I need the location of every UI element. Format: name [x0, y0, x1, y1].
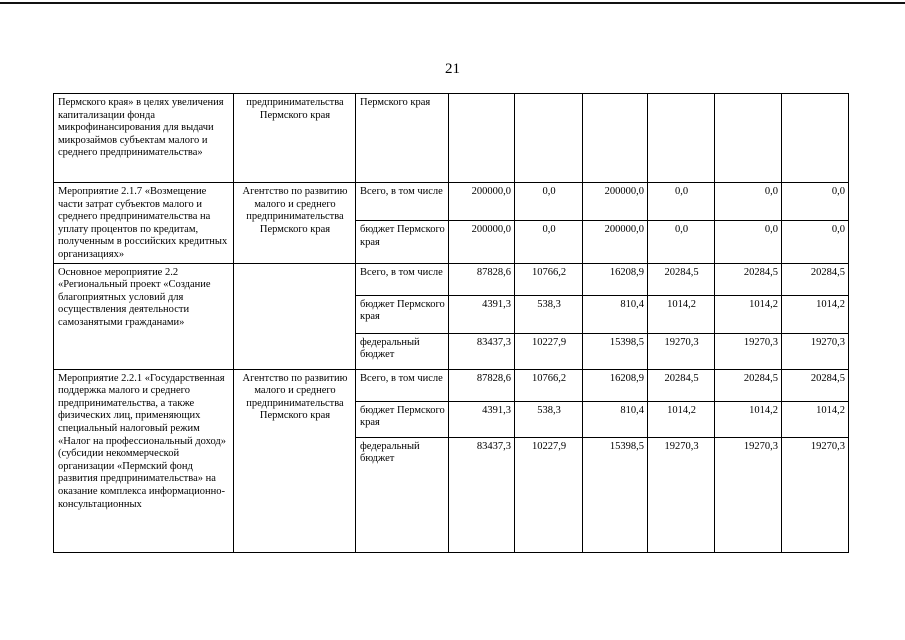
amount-cell: 15398,5 [583, 437, 648, 552]
amount-cell: 19270,3 [782, 333, 849, 369]
budget-table [53, 93, 849, 553]
table-row [54, 183, 849, 221]
funding-source-cell: Пермского края [356, 94, 449, 183]
amount-cell: 16208,9 [583, 263, 648, 295]
funding-source-cell: федеральный бюджет [356, 437, 449, 552]
amount-cell: 4391,3 [449, 295, 515, 333]
amount-cell: 200000,0 [583, 183, 648, 221]
measure-name-cell: Мероприятие 2.1.7 «Возмещение части затрат субъектов малого и среднего предпринимательства на уплату процентов по кредитам, полученным в российских кредитных организациях» [54, 183, 234, 264]
amount-cell: 0,0 [648, 221, 715, 263]
amount-cell: 10227,9 [515, 437, 583, 552]
measure-name-cell: Пермского края» в целях увеличения капитализации фонда микрофинансирования для выдачи микрозаймов субъектам малого и среднего предпринимательства» [54, 94, 234, 183]
amount-cell: 810,4 [583, 295, 648, 333]
amount-cell: 10766,2 [515, 263, 583, 295]
funding-source-cell: бюджет Пермского края [356, 295, 449, 333]
table-row [54, 94, 849, 183]
amount-cell: 4391,3 [449, 401, 515, 437]
executor-cell: Агентство по развитию малого и среднего предпринимательства Пермского края [234, 183, 356, 264]
funding-source-cell: бюджет Пермского края [356, 221, 449, 263]
amount-cell: 16208,9 [583, 369, 648, 401]
amount-cell: 0,0 [648, 183, 715, 221]
amount-cell [515, 94, 583, 183]
funding-source-cell: бюджет Пермского края [356, 401, 449, 437]
amount-cell: 0,0 [782, 221, 849, 263]
amount-cell: 10227,9 [515, 333, 583, 369]
table-row [54, 263, 849, 295]
page-number: 21 [445, 61, 460, 77]
amount-cell: 0,0 [782, 183, 849, 221]
amount-cell: 1014,2 [648, 295, 715, 333]
amount-cell: 20284,5 [648, 369, 715, 401]
amount-cell: 0,0 [715, 221, 782, 263]
amount-cell [648, 94, 715, 183]
amount-cell: 810,4 [583, 401, 648, 437]
amount-cell: 200000,0 [449, 183, 515, 221]
amount-cell: 20284,5 [648, 263, 715, 295]
amount-cell: 20284,5 [715, 369, 782, 401]
amount-cell: 0,0 [515, 221, 583, 263]
amount-cell: 1014,2 [715, 295, 782, 333]
measure-name-cell: Основное мероприятие 2.2 «Региональный проект «Создание благоприятных условий для осуществления деятельности самозанятыми гражданами» [54, 263, 234, 369]
amount-cell [583, 94, 648, 183]
amount-cell: 19270,3 [648, 437, 715, 552]
table-row [54, 369, 849, 401]
amount-cell: 200000,0 [583, 221, 648, 263]
funding-source-cell: Всего, в том числе [356, 369, 449, 401]
amount-cell: 200000,0 [449, 221, 515, 263]
amount-cell [449, 94, 515, 183]
amount-cell: 83437,3 [449, 437, 515, 552]
amount-cell [782, 94, 849, 183]
amount-cell: 20284,5 [782, 369, 849, 401]
amount-cell [715, 94, 782, 183]
amount-cell: 19270,3 [715, 437, 782, 552]
amount-cell: 1014,2 [782, 401, 849, 437]
amount-cell: 10766,2 [515, 369, 583, 401]
funding-source-cell: Всего, в том числе [356, 263, 449, 295]
page-top-border [0, 2, 905, 4]
amount-cell: 20284,5 [715, 263, 782, 295]
amount-cell: 0,0 [515, 183, 583, 221]
amount-cell: 538,3 [515, 295, 583, 333]
amount-cell: 19270,3 [648, 333, 715, 369]
amount-cell: 0,0 [715, 183, 782, 221]
amount-cell: 20284,5 [782, 263, 849, 295]
amount-cell: 538,3 [515, 401, 583, 437]
amount-cell: 1014,2 [782, 295, 849, 333]
amount-cell: 87828,6 [449, 263, 515, 295]
executor-cell [234, 263, 356, 369]
amount-cell: 15398,5 [583, 333, 648, 369]
executor-cell: предпринимательства Пермского края [234, 94, 356, 183]
amount-cell: 19270,3 [715, 333, 782, 369]
amount-cell: 83437,3 [449, 333, 515, 369]
funding-source-cell: федеральный бюджет [356, 333, 449, 369]
amount-cell: 1014,2 [648, 401, 715, 437]
amount-cell: 87828,6 [449, 369, 515, 401]
amount-cell: 1014,2 [715, 401, 782, 437]
executor-cell: Агентство по развитию малого и среднего предпринимательства Пермского края [234, 369, 356, 552]
funding-source-cell: Всего, в том числе [356, 183, 449, 221]
amount-cell: 19270,3 [782, 437, 849, 552]
measure-name-cell: Мероприятие 2.2.1 «Государственная поддержка малого и среднего предпринимательства, а также физических лиц, применяющих специальный налоговый режим «Налог на профессиональный доход» (субсидии некоммерческой организации «Пермский фонд развития предпринимательства» на оказание комплекса информационно-консультационных [54, 369, 234, 552]
